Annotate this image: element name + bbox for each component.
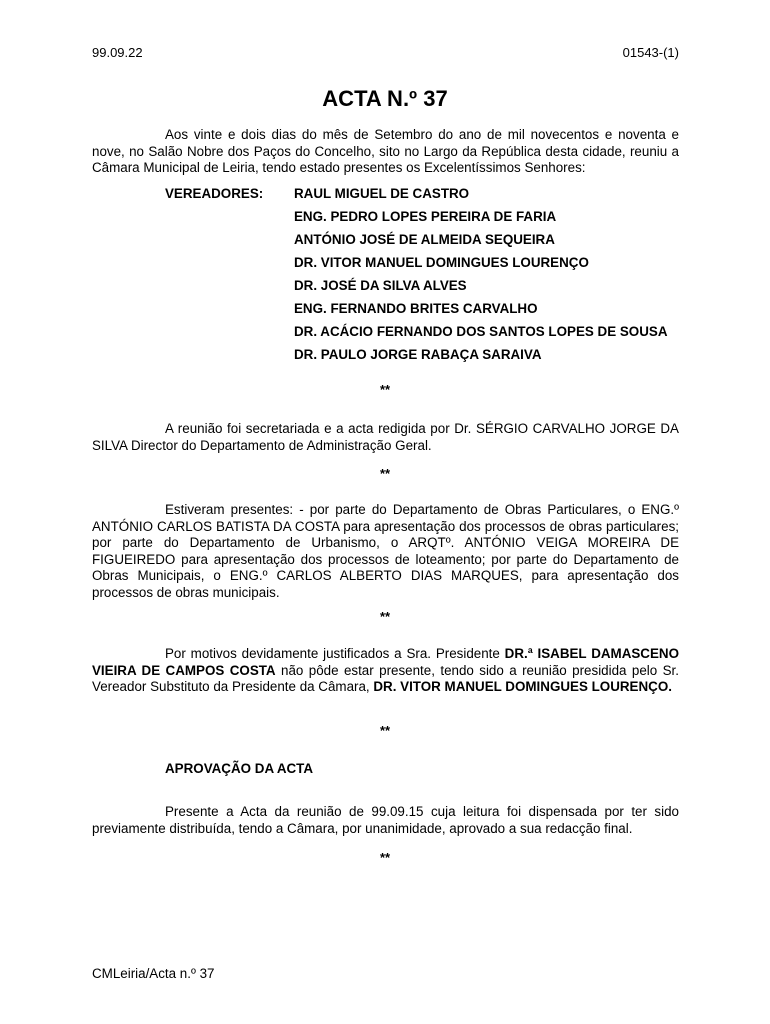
document-title: ACTA N.º 37	[322, 86, 448, 111]
header-date: 99.09.22	[92, 45, 143, 60]
vereador-name: DR. JOSÉ DA SILVA ALVES	[294, 278, 467, 293]
separator: **	[379, 850, 391, 865]
vereador-name: RAUL MIGUEL DE CASTRO	[294, 186, 470, 201]
separator: **	[379, 466, 391, 481]
absent-president-name: DR.ª ISABEL DAMASCENO VIEIRA DE CAMPOS COSTA	[92, 646, 679, 678]
secretariat-paragraph: A reunião foi secretariada e a acta redigida por Dr. SÉRGIO CARVALHO JORGE DA SILVA Director do Departamento de Administração Geral.	[92, 421, 679, 453]
present-paragraph: Estiveram presentes: - por parte do Departamento de Obras Particulares, o ENG.º ANTÓNIO CARLOS BATISTA DA COSTA para apresentação dos processos de obras particulares; por parte do Departamento de Urbanismo, o ARQTº. ANTÓNIO VEIGA MOREIRA DE FIGUEIREDO para apresentação dos processos de loteamento; por parte do Departamento de Obras Municipais, o ENG.º CARLOS ALBERTO DIAS MARQUES, para apresentação dos processos de obras municipais.	[92, 502, 679, 600]
separator: **	[379, 723, 391, 738]
approval-section-title: APROVAÇÃO DA ACTA	[165, 761, 314, 776]
vereador-name: ANTÓNIO JOSÉ DE ALMEIDA SEQUEIRA	[294, 232, 555, 247]
separator: **	[379, 382, 391, 397]
vereador-name: ENG. PEDRO LOPES PEREIRA DE FARIA	[294, 209, 557, 224]
footer-reference: CMLeiria/Acta n.º 37	[92, 966, 215, 981]
absence-paragraph	[92, 646, 679, 696]
vereador-name: ENG. FERNANDO BRITES CARVALHO	[294, 301, 538, 316]
vereador-name: DR. VITOR MANUEL DOMINGUES LOURENÇO	[294, 255, 589, 270]
approval-paragraph: Presente a Acta da reunião de 99.09.15 cuja leitura foi dispensada por ter sido previamente distribuída, tendo a Câmara, por unanimidade, aprovado a sua redacção final.	[92, 804, 679, 836]
separator: **	[379, 609, 391, 624]
vereador-name: DR. ACÁCIO FERNANDO DOS SANTOS LOPES DE SOUSA	[294, 324, 668, 339]
absence-text: Por motivos devidamente justificados a Sra. Presidente	[165, 646, 505, 661]
vereadores-list	[294, 186, 679, 370]
substitute-name: DR. VITOR MANUEL DOMINGUES LOURENÇO.	[373, 679, 672, 694]
vereador-name: DR. PAULO JORGE RABAÇA SARAIVA	[294, 347, 542, 362]
header-page-ref: 01543-(1)	[622, 45, 679, 60]
intro-paragraph: Aos vinte e dois dias do mês de Setembro do ano de mil novecentos e noventa e nove, no Salão Nobre dos Paços do Concelho, sito no Largo da República desta cidade, reuniu a Câmara Municipal de Leiria, tendo estado presentes os Excelentíssimos Senhores:	[92, 127, 679, 175]
vereadores-label: VEREADORES:	[165, 186, 264, 201]
absence-text: não pôde estar presente, tendo sido a reunião presidida pelo Sr. Vereador Substituto da Presidente da Câmara,	[92, 662, 679, 694]
